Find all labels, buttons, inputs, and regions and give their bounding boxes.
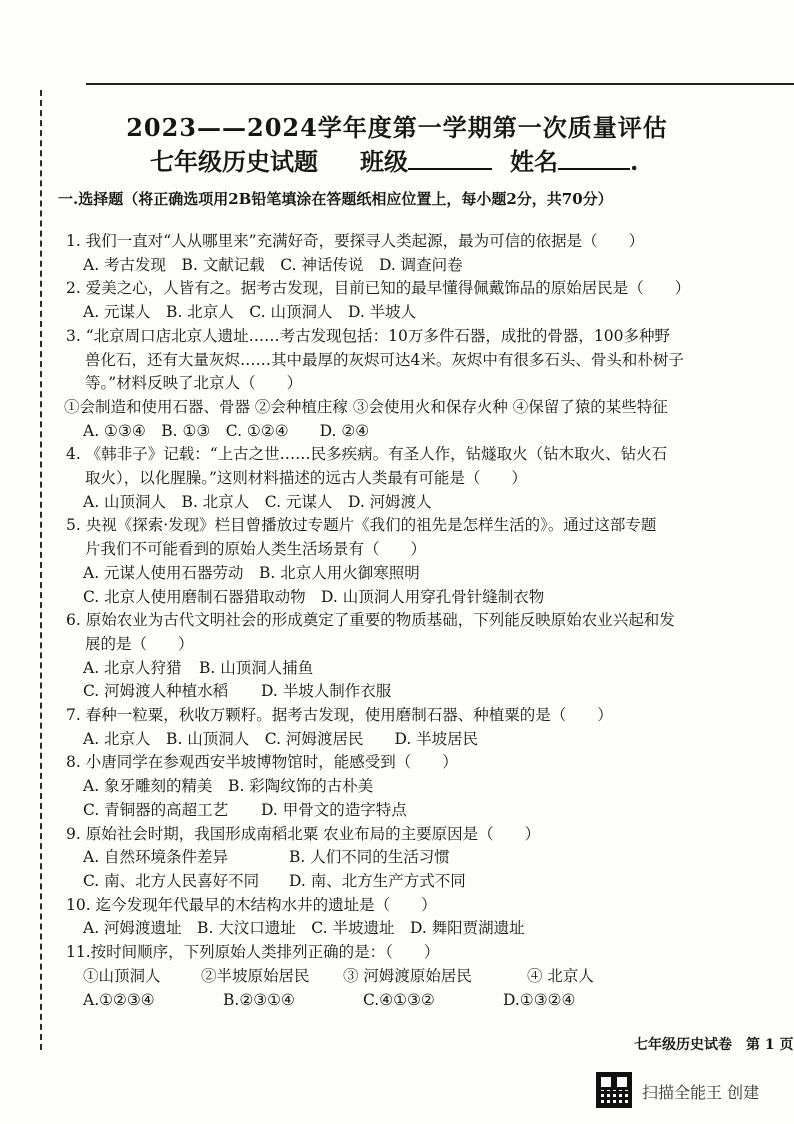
class-blank[interactable] <box>408 168 492 170</box>
q7-options: A. 北京人 B. 山顶洞人 C. 河姆渡居民 D. 半坡居民 <box>83 729 479 748</box>
q9-options-cd <box>66 870 786 894</box>
q5-options-ab <box>66 562 786 586</box>
q10-options: A. 河姆渡遗址 B. 大汶口遗址 C. 半坡遗址 D. 舞阳贾湖遗址 <box>83 919 525 938</box>
q2-stem: 2. 爱美之心，人皆有之。据考古发现，目前已知的最早懂得佩戴饰品的原始居民是（ ） <box>66 279 691 298</box>
q5-option-b: B. 北京人用火御寒照明 <box>259 563 420 582</box>
q5-stem-line-1: 5. 央视《探索·发现》栏目曾播放过专题片《我们的祖先是怎样生活的》。通过这部专题 <box>66 516 657 535</box>
q9-stem: 9. 原始社会时期，我国形成南稻北粟 农业布局的主要原因是（ ） <box>66 824 541 843</box>
q8-stem: 8. 小唐同学在参观西安半坡博物馆时，能感受到（ ） <box>66 753 458 772</box>
q1-stem: 1. 我们一直对“人从哪里来”充满好奇，要探寻人类起源，最为可信的依据是（ ） <box>66 232 645 250</box>
q6-stem-line-2: 展的是（ ） <box>85 634 194 653</box>
q3-options: A. ①③④ B. ①③ C. ①②④ D. ②④ <box>83 421 370 440</box>
q11-item-2: ②半坡原始居民 <box>201 966 310 985</box>
q11-item-3: ③ 河姆渡原始居民 <box>343 966 472 985</box>
section-heading: 一.选择题（将正确选项用2B铅笔填涂在答题纸相应位置上，每小题2分，共70分） <box>58 190 613 208</box>
exam-title: 2023——2024学年度第一学期第一次质量评估 <box>126 113 668 142</box>
q4-stem-line-2: 取火），以化腥臊。”这则材料描述的远古人类最有可能是（ ） <box>85 469 527 488</box>
binding-dashed-line <box>40 90 42 1050</box>
q6-options-ab <box>66 657 786 681</box>
q3-items: ①会制造和使用石器、骨器 ②会种植庄稼 ③会使用火和保存火种 ④保留了猿的某些特征 <box>64 397 668 416</box>
q5-options-cd <box>66 586 786 610</box>
q5-option-a: A. 元谋人使用石器劳动 <box>83 563 244 582</box>
q9-option-c: C. 南、北方人民喜好不同 <box>83 871 260 890</box>
q9-option-b: B. 人们不同的生活习惯 <box>289 848 450 867</box>
q6-option-c: C. 河姆渡人种植水稻 <box>83 682 229 701</box>
q3-stem-line-3: 等。”材料反映了北京人（ ） <box>85 374 303 393</box>
q8-options-ab: A. 象牙雕刻的精美 B. 彩陶纹饰的古朴美 <box>83 777 374 796</box>
q11-stem: 11.按时间顺序，下列原始人类排列正确的是：（ ） <box>66 943 440 962</box>
q8-option-c: C. 青铜器的高超工艺 <box>83 800 229 819</box>
q11-option-d: D.①③②④ <box>503 990 576 1009</box>
q6-stem-line-1: 6. 原始农业为古代文明社会的形成奠定了重要的物质基础，下列能反映原始农业兴起和发 <box>66 611 675 630</box>
q5-stem-line-2: 片我们不可能看到的原始人类生活场景有（ ） <box>85 540 427 559</box>
q4-stem-line-1: 4. 《韩非子》记载：“上古之世……民多疾病。有圣人作，钻燧取火（钻木取火、钻火石 <box>66 445 668 464</box>
subject-label: 七年级历史试题 <box>150 147 318 176</box>
q6-option-b: B. 山顶洞人捕鱼 <box>199 658 314 677</box>
q1-options: A. 考古发现 B. 文献记载 C. 神话传说 D. 调查问卷 <box>83 255 463 274</box>
q5-option-c: C. 北京人使用磨制石器猎取动物 <box>83 587 306 606</box>
q11-option-c: C.④①③② <box>363 990 435 1009</box>
qr-code-icon <box>596 1072 632 1108</box>
q11-item-4: ④ 北京人 <box>527 966 594 985</box>
q6-option-d: D. 半坡人制作衣服 <box>261 682 392 701</box>
class-label: 班级 <box>360 147 408 176</box>
q5-option-d: D. 山顶洞人用穿孔骨针缝制衣物 <box>321 587 545 606</box>
q4-options: A. 山顶洞人 B. 北京人 C. 元谋人 D. 河姆渡人 <box>83 492 432 511</box>
q9-option-a: A. 自然环境条件差异 <box>83 848 229 867</box>
q9-option-d: D. 南、北方生产方式不同 <box>289 871 466 890</box>
scanner-watermark: 扫描全能王 创建 <box>642 1083 760 1102</box>
q9-options-ab <box>66 846 786 870</box>
q2-options: A. 元谋人 B. 北京人 C. 山顶洞人 D. 半坡人 <box>83 303 417 322</box>
name-label: 姓名 <box>510 147 558 176</box>
name-blank[interactable] <box>558 168 630 170</box>
q6-option-a: A. 北京人狩猎 <box>83 658 182 677</box>
q11-option-a: A.①②③④ <box>83 990 155 1009</box>
top-rule <box>86 83 794 85</box>
q11-option-b: B.②③①④ <box>223 990 295 1009</box>
q8-options-cd <box>66 799 786 823</box>
q7-stem: 7. 春种一粒粟，秋收万颗籽。据考古发现，使用磨制石器、种植粟的是（ ） <box>66 706 613 725</box>
exam-subtitle <box>150 142 638 177</box>
question-list <box>66 230 786 1012</box>
q8-option-d: D. 甲骨文的造字特点 <box>261 800 407 819</box>
q10-stem: 10. 迄今发现年代最早的木结构水井的遗址是（ ） <box>66 895 437 914</box>
q11-item-1: ①山顶洞人 <box>83 966 161 985</box>
q11-items <box>66 965 786 989</box>
q11-options <box>66 989 786 1013</box>
q3-stem-line-1: 3. “北京周口店北京人遗址……考古发现包括：10万多件石器，成批的骨器，100多种野 <box>66 326 670 345</box>
page-footer: 七年级历史试卷 第 1 页 <box>634 1037 794 1053</box>
name-end-mark: . <box>630 147 639 176</box>
q6-options-cd <box>66 680 786 704</box>
q3-stem-line-2: 兽化石，还有大量灰烬……其中最厚的灰烬可达4米。灰烬中有很多石头、骨头和朴树子 <box>85 350 684 369</box>
